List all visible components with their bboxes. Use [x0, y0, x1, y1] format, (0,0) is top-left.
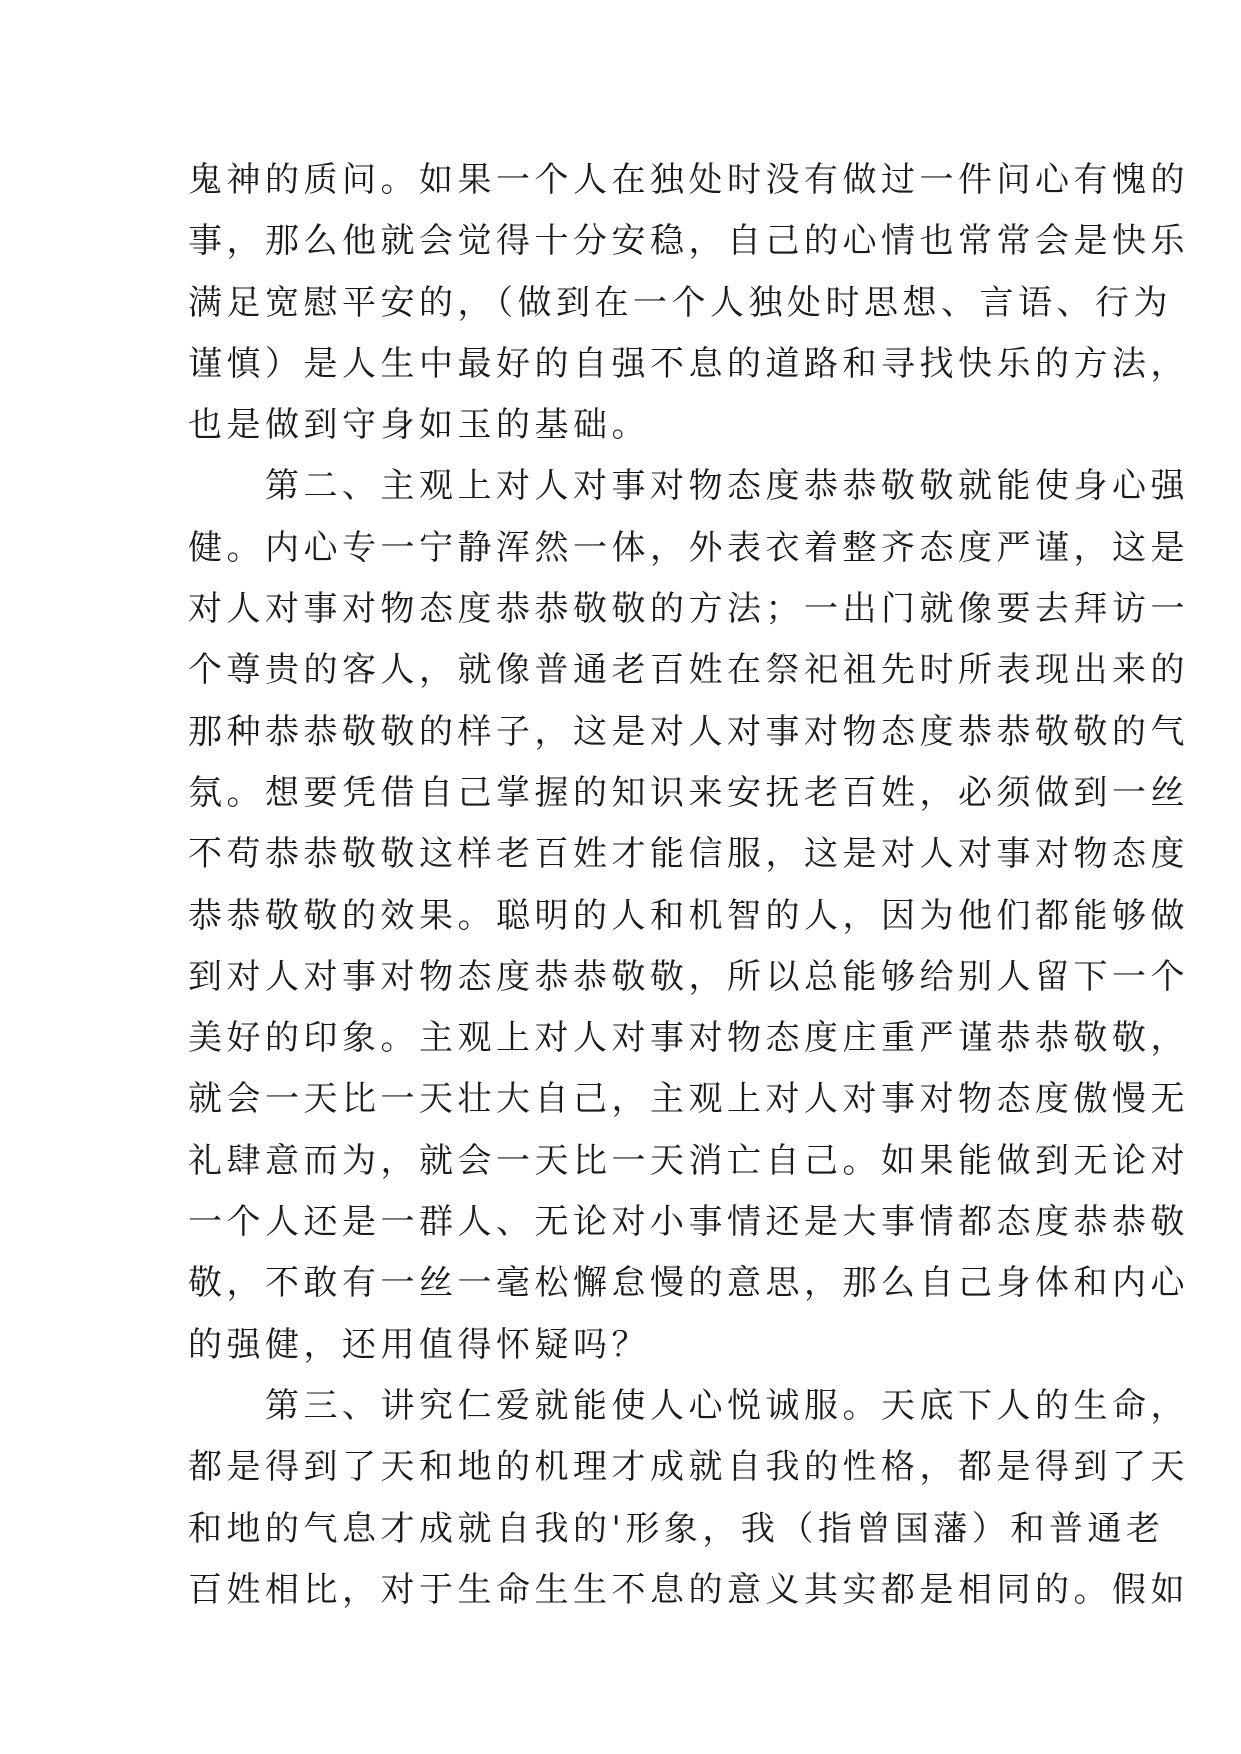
text-line: 的强健，还用值得怀疑吗？ [188, 1324, 650, 1365]
document-body [188, 150, 1189, 1621]
text-line: 那种恭恭敬敬的样子，这是对人对事对物态度恭恭敬敬的气 [188, 711, 1189, 752]
text-line: 就会一天比一天壮大自己，主观上对人对事对物态度傲慢无 [188, 1079, 1189, 1120]
text-line: 恭恭敬敬的效果。聪明的人和机智的人，因为他们都能够做 [188, 895, 1189, 936]
text-line: 一个人还是一群人、无论对小事情还是大事情都态度恭恭敬 [188, 1202, 1189, 1243]
text-line: 和地的气息才成就自我的'形象，我（指曾国藩）和普通老 [188, 1508, 1165, 1549]
text-line: 对人对事对物态度恭恭敬敬的方法；一出门就像要去拜访一 [188, 589, 1189, 630]
text-line: 谨慎）是人生中最好的自强不息的道路和寻找快乐的方法， [188, 343, 1189, 384]
text-line: 满足宽慰平安的，（做到在一个人独处时思想、言语、行为 [188, 282, 1172, 323]
text-line: 到对人对事对物态度恭恭敬敬，所以总能够给别人留下一个 [188, 956, 1189, 997]
text-line: 第三、讲究仁爱就能使人心悦诚服。天底下人的生命， [265, 1385, 1189, 1426]
text-line: 氛。想要凭借自己掌握的知识来安抚老百姓，必须做到一丝 [188, 772, 1189, 813]
text-line: 个尊贵的客人，就像普通老百姓在祭祀祖先时所表现出来的 [188, 650, 1189, 691]
text-line: 事，那么他就会觉得十分安稳，自己的心情也常常会是快乐 [188, 221, 1189, 262]
text-line: 礼肆意而为，就会一天比一天消亡自己。如果能做到无论对 [188, 1140, 1189, 1181]
text-line: 不苟恭恭敬敬这样老百姓才能信服，这是对人对事对物态度 [188, 834, 1189, 875]
text-line: 美好的印象。主观上对人对事对物态度庄重严谨恭恭敬敬， [188, 1018, 1189, 1059]
text-line: 百姓相比，对于生命生生不息的意义其实都是相同的。假如 [188, 1569, 1189, 1610]
text-line: 也是做到守身如玉的基础。 [188, 405, 650, 446]
text-line: 敬，不敢有一丝一毫松懈怠慢的意思，那么自己身体和内心 [188, 1263, 1189, 1304]
text-line: 都是得到了天和地的机理才成就自我的性格，都是得到了天 [188, 1447, 1189, 1488]
text-line: 第二、主观上对人对事对物态度恭恭敬敬就能使身心强 [265, 466, 1189, 507]
text-line: 鬼神的质问。如果一个人在独处时没有做过一件问心有愧的 [188, 160, 1189, 200]
text-line: 健。内心专一宁静浑然一体，外表衣着整齐态度严谨，这是 [188, 527, 1189, 568]
